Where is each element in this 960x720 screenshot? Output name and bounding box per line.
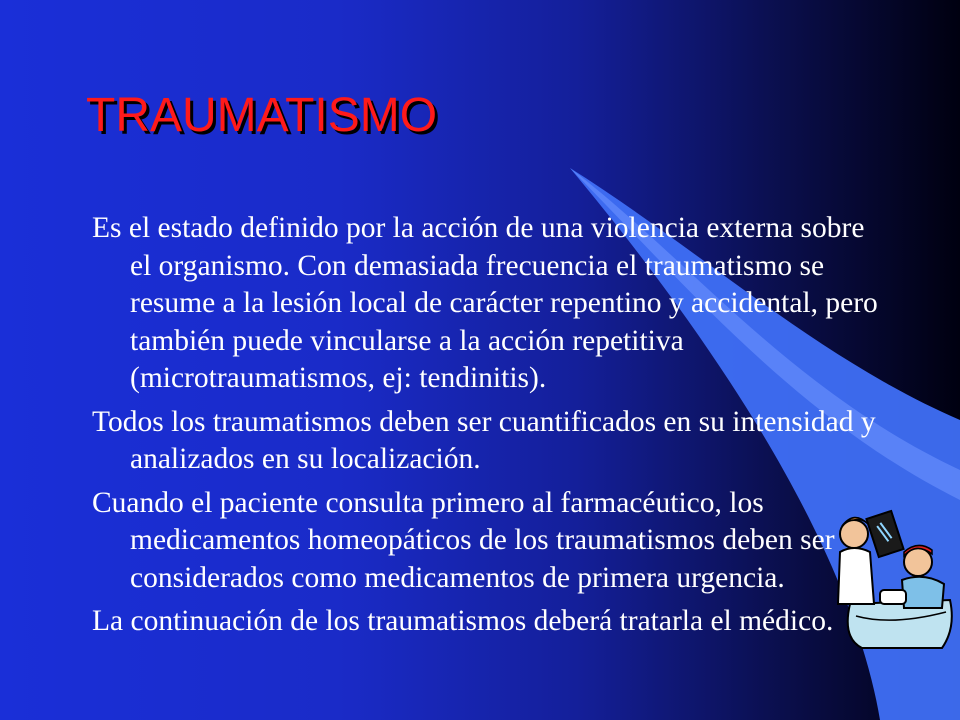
slide-title: TRAUMATISMO: [86, 89, 438, 142]
paragraph-continuation: La continuación de los traumatismos deberá tratarla el médico.: [92, 605, 834, 637]
slide-body: [92, 210, 892, 647]
paragraph-quantification: Todos los traumatismos deben ser cuantificados en su intensidad y analizados en su localización.: [92, 405, 876, 475]
paragraph-definition: Es el estado definido por la acción de una violencia externa sobre el organismo. Con demasiada frecuencia el traumatismo se resume a la lesión local de carácter repentino y accidental, pero también puede vincularse a la acción repetitiva (microtraumatismos, ej: tendinitis).: [92, 212, 878, 394]
paragraph-pharmacist: Cuando el paciente consulta primero al farmacéutico, los medicamentos homeopáticos de los traumatismos deben ser considerados como medicamentos de primera urgencia.: [92, 486, 835, 594]
doctor-with-xray-and-patient-icon: [832, 508, 958, 656]
